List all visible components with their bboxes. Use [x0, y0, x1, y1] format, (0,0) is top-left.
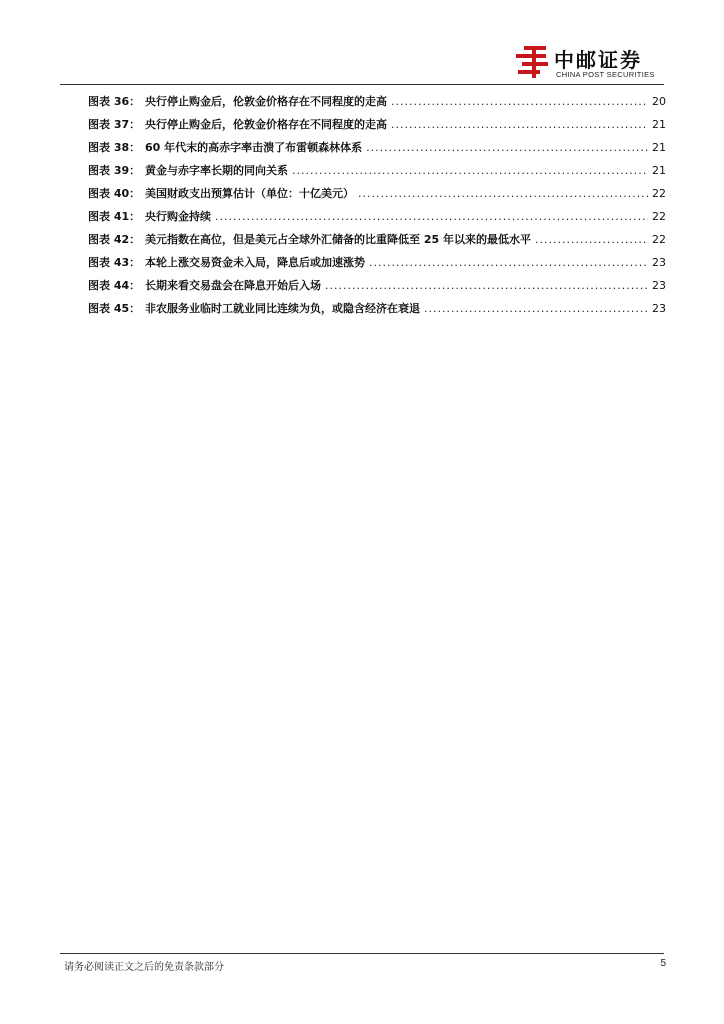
toc-entry-page: 20: [652, 95, 666, 108]
toc-entry-title: 本轮上涨交易资金未入局，降息后或加速涨势: [145, 256, 365, 269]
toc-entry-label: 图表 42：: [88, 233, 141, 246]
toc-entry-label: 图表 41：: [88, 210, 141, 223]
toc-entry-title: 央行停止购金后，伦敦金价格存在不同程度的走高: [145, 118, 387, 131]
brand-logo: [514, 44, 674, 84]
disclaimer-note: 请务必阅读正文之后的免责条款部分: [64, 962, 224, 973]
toc-leader-dots: [325, 279, 648, 292]
toc-entry-title: 央行停止购金后，伦敦金价格存在不同程度的走高: [145, 95, 387, 108]
toc-entry-title: 央行购金持续: [145, 210, 211, 223]
toc-entry-page: 22: [652, 210, 666, 223]
toc-leader-dots: [292, 164, 648, 177]
toc-entry-title: 美国财政支出预算估计（单位：十亿美元）: [145, 187, 354, 200]
footer-divider: [60, 953, 664, 954]
toc-entry[interactable]: [88, 162, 666, 185]
toc-leader-dots: [366, 141, 648, 154]
figure-list: [88, 93, 666, 323]
header-divider: [60, 84, 664, 85]
toc-entry-page: 21: [652, 164, 666, 177]
toc-entry[interactable]: [88, 185, 666, 208]
toc-entry[interactable]: [88, 277, 666, 300]
toc-entry-label: 图表 45：: [88, 302, 141, 315]
toc-entry-label: 图表 38：: [88, 141, 141, 154]
toc-entry[interactable]: [88, 208, 666, 231]
toc-leader-dots: [424, 302, 648, 315]
toc-entry-title: 60 年代末的高赤字率击溃了布雷顿森林体系: [145, 141, 363, 154]
toc-entry-label: 图表 36：: [88, 95, 141, 108]
toc-leader-dots: [369, 256, 648, 269]
toc-leader-dots: [215, 210, 648, 223]
toc-leader-dots: [391, 118, 648, 131]
toc-entry[interactable]: [88, 300, 666, 323]
toc-entry-page: 22: [652, 233, 666, 246]
toc-entry-title: 长期来看交易盘会在降息开始后入场: [145, 279, 321, 292]
toc-entry-label: 图表 40：: [88, 187, 141, 200]
toc-entry-page: 22: [652, 187, 666, 200]
toc-entry-title: 黄金与赤字率长期的同向关系: [145, 164, 288, 177]
toc-entry-label: 图表 43：: [88, 256, 141, 269]
toc-entry-page: 21: [652, 118, 666, 131]
toc-entry-label: 图表 44：: [88, 279, 141, 292]
toc-entry-page: 23: [652, 256, 666, 269]
toc-entry[interactable]: [88, 139, 666, 162]
brand-name-cn: 中邮证券: [554, 48, 642, 72]
page-number: 5: [660, 958, 666, 969]
brand-name-en: CHINA POST SECURITIES: [556, 70, 655, 79]
toc-entry-page: 23: [652, 302, 666, 315]
toc-entry-title: 美元指数在高位，但是美元占全球外汇储备的比重降低至 25 年以来的最低水平: [145, 233, 531, 246]
toc-entry[interactable]: [88, 231, 666, 254]
toc-leader-dots: [535, 233, 648, 246]
toc-leader-dots: [358, 187, 648, 200]
toc-leader-dots: [391, 95, 648, 108]
toc-entry-label: 图表 39：: [88, 164, 141, 177]
toc-entry[interactable]: [88, 116, 666, 139]
china-post-logo-icon: [514, 44, 552, 80]
toc-entry[interactable]: [88, 254, 666, 277]
toc-entry-label: 图表 37：: [88, 118, 141, 131]
toc-entry-page: 21: [652, 141, 666, 154]
toc-entry-title: 非农服务业临时工就业同比连续为负，或隐含经济在衰退: [145, 302, 420, 315]
toc-entry-page: 23: [652, 279, 666, 292]
toc-entry[interactable]: [88, 93, 666, 116]
